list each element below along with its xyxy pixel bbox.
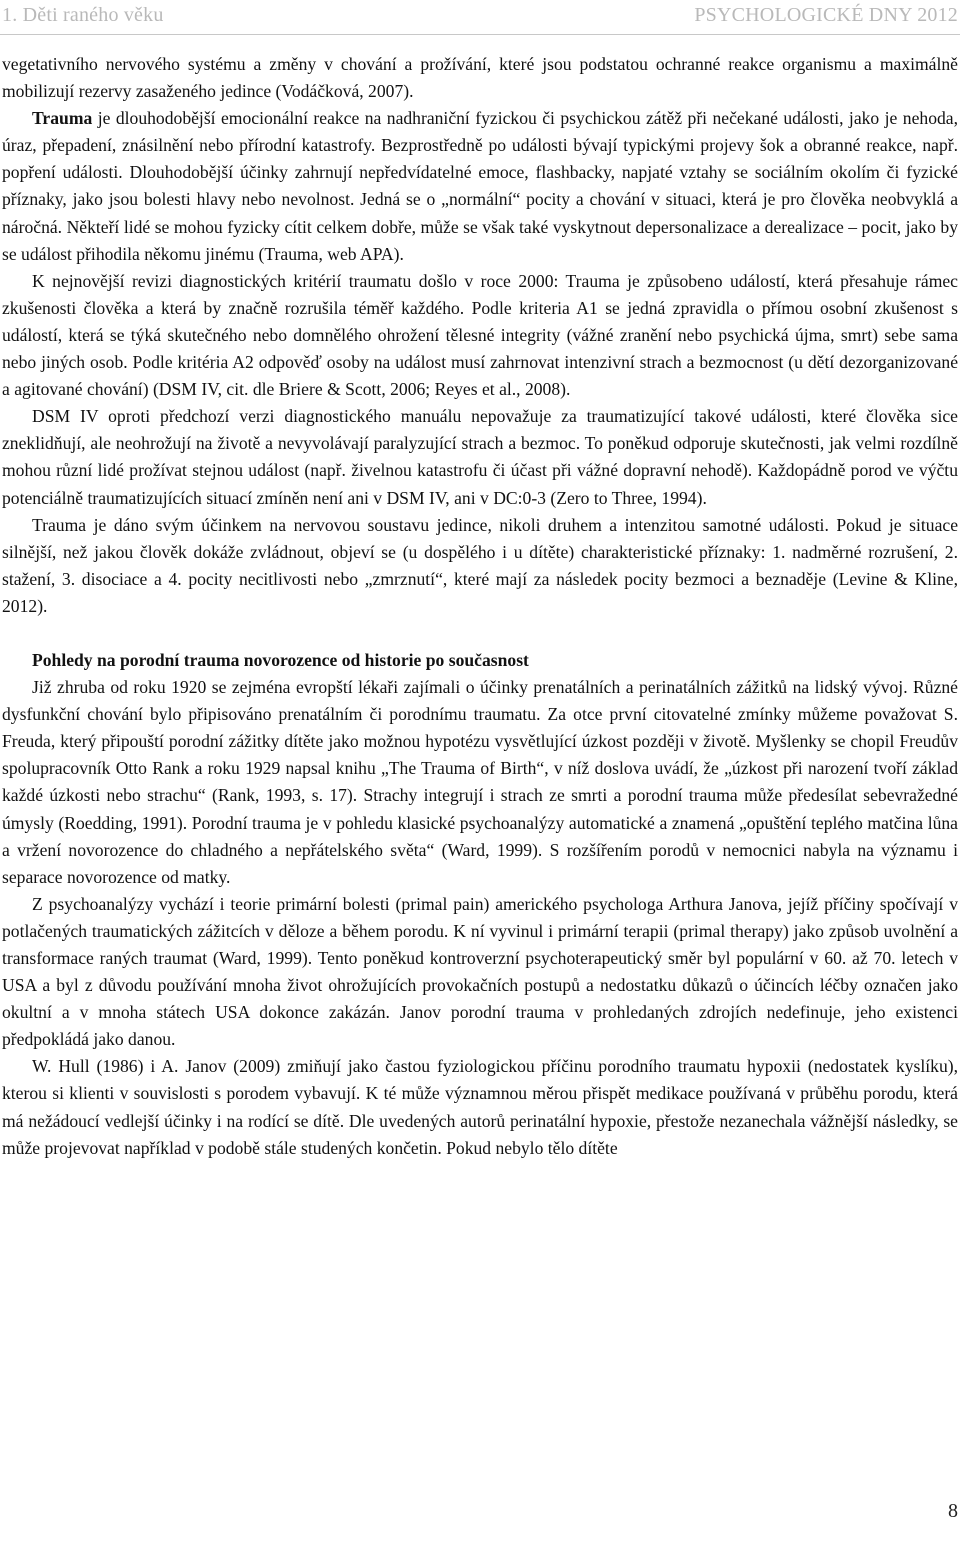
- document-body: [2, 51, 958, 1162]
- header-divider: [0, 34, 960, 35]
- paragraph-2-text: je dlouhodobější emocionální reakce na nadhraniční fyzickou či psychickou zátěž při nečekané události, jako je nehoda, úraz, přepadení, znásilnění nebo přírodní katastrofy. Bezprostředně po události bývají typickými projevy šok a obranné reakce, např. popření události. Dlouhodobější účinky zahrnují nepředvídatelné emoce, flashbacky, napjaté vztahy se sociálním okolím či fyzické příznaky, jako jsou bolesti hlavy nebo nevolnost. Jedná se o „normální“ pocity a chování v situaci, která je pro člověka neobvyklá a náročná. Někteří lidé se mohou fyzicky cítit celkem dobře, může se však také vyskytnout depersonalizace a derealizace – pocit, jako by se událost přihodila někomu jinému (Trauma, web APA).: [2, 108, 958, 264]
- header-conference-title: PSYCHOLOGICKÉ DNY 2012: [694, 4, 958, 26]
- page-number: 8: [948, 1500, 958, 1522]
- paragraph-1: vegetativního nervového systému a změny v chování a prožívání, které jsou podstatou ochranné reakce organismu a maximálně mobilizují rezervy zasaženého jedince (Vodáčková, 2007).: [2, 54, 958, 102]
- section-heading: Pohledy na porodní trauma novorozence od historie po současnost: [32, 649, 529, 670]
- paragraph-6: Již zhruba od roku 1920 se zejména evropští lékaři zajímali o účinky prenatálních a perinatálních zážitků na lidský vývoj. Různé dysfunkční chování bylo připisováno prenatálním či porodnímu traumatu. Za otce první citovatelné zmínky můžeme považovat S. Freuda, který připouští porodní zážitky dítěte jako možnou hypotézu vysvětlující úzkost později v životě. Myšlenky se chopil Freudův spolupracovník Otto Rank a roku 1929 napsal knihu „The Trauma of Birth“, v níž doslova uvádí, že „úzkost při narození tvoří základ každé úzkosti nebo strachu“ (Rank, 1993, s. 17). Strachy integrují i strach ze smrti a porodní trauma může předesílat sebevražedné úmysly (Roedding, 1991). Porodní trauma je v pohledu klasické psychoanalýzy automatické a znamená „opuštění teplého matčina lůna a vržení novorozence do chladného a nepřátelského světa“ (Ward, 1999). S rozšířením porodů v nemocnici nabyla na významu i separace novorozence od matky.: [2, 677, 958, 887]
- section-spacer: [2, 620, 958, 647]
- paragraph-4: DSM IV oproti předchozí verzi diagnostického manuálu nepovažuje za traumatizující takové události, které člověka sice zneklidňují, ale neohrožují na životě a nevyvolávají paralyzující strach a bezmoc. To poněkud odporuje skutečnosti, jak velmi rozdílně mohou různí lidé prožívat stejnou událost (např. živelnou katastrofu či účast při vážné dopravní nehodě). Každopádně porod ve výčtu potenciálně traumatizujících situací zmíněn není ani v DSM IV, ani v DC:0-3 (Zero to Three, 1994).: [2, 406, 958, 508]
- header-section-title: 1. Děti raného věku: [2, 4, 164, 26]
- paragraph-7: Z psychoanalýzy vychází i teorie primární bolesti (primal pain) amerického psychologa Arthura Janova, jejíž příčiny spočívají v potlačených traumatických zážitcích v děloze a během porodu. K ní vyvinul i primární terapii (primal therapy) jako způsob uvolnění a transformace raných traumat (Ward, 1999). Tento poněkud kontroverzní psychoterapeutický směr byl populární v 60. až 70. letech v USA a byl z důvodu používání mnoha život ohrožujících provokačních postupů a nedostatku důkazů o účincích léčby označen jako okultní a v mnoha státech USA dokonce zakázán. Janov porodní trauma v prohledaných zdrojích nedefinuje, jeho existenci předpokládá jako danou.: [2, 893, 958, 1050]
- term-trauma: Trauma: [32, 108, 93, 129]
- page-header: [0, 0, 960, 34]
- paragraph-5: Trauma je dáno svým účinkem na nervovou soustavu jedince, nikoli druhem a intenzitou samotné události. Pokud je situace silnější, než jakou člověk dokáže zvládnout, objeví se (u dospělého i u dítěte) charakteristické příznaky: 1. nadměrné rozrušení, 2. stažení, 3. disociace a 4. pocity necitlivosti nebo „zmrznutí“, které mají za následek pocity bezmoci a beznaděje (Levine & Kline, 2012).: [2, 514, 958, 616]
- paragraph-2: [2, 105, 958, 268]
- paragraph-8: W. Hull (1986) i A. Janov (2009) zmiňují jako častou fyziologickou příčinu porodního traumatu hypoxii (nedostatek kyslíku), kterou si klienti v souvislosti s porodem vybavují. K té může významnou měrou přispět medikace používaná v průběhu porodu, která má nežádoucí vedlejší účinky i na rodící se dítě. Dle uvedených autorů perinatální hypoxie, přestože nezanechala vážnější následky, se může projevovat například v podobě stále studených končetin. Pokud nebylo tělo dítěte: [2, 1056, 958, 1158]
- paragraph-3: K nejnovější revizi diagnostických kritérií traumatu došlo v roce 2000: Trauma je způsobeno událostí, která přesahuje rámec zkušenosti člověka a která by značně rozrušila téměř každého. Podle kriteria A1 se jedná zpravidla o přímou osobní zkušenost s událostí, která se týká skutečného nebo domnělého ohrožení tělesné integrity (vážné zranění nebo psychická újma, smrt) sebe sama nebo jiných osob. Podle kritéria A2 odpověď osoby na událost musí zahrnovat intenzivní strach a bezmocnost (u dětí dezorganizované a agitované chování) (DSM IV, cit. dle Briere & Scott, 2006; Reyes et al., 2008).: [2, 270, 958, 400]
